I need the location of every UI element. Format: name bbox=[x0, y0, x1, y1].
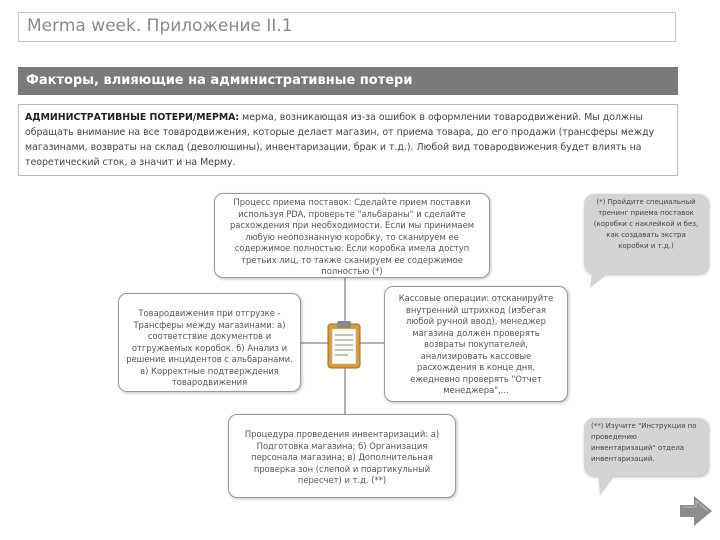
node-shipping-text: Товародвижения при отгрузке - Трансферы между магазинами: а) соответствие документов и отгружаемых коробок. б) Анализ и решение инцидентов с альбаранами. в) Корректные подтверждения товародвижения bbox=[126, 308, 293, 387]
node-shipping bbox=[118, 293, 301, 392]
callout-inventory-text: (**) Изучите "Инструкция по проведению инвентаризаций" отдела инвентаризаций. bbox=[591, 422, 697, 463]
node-cash bbox=[384, 286, 568, 402]
node-cash-text: Кассовые операции: отсканируйте внутренний штрихкод (избегая любой ручной ввод), менеджер магазина должен проверять возвраты покупателей, анализировать кассовые расхождения в конце дня, ежедневно проверять "Отчет менеджера",... bbox=[398, 293, 554, 395]
node-receiving bbox=[214, 193, 490, 278]
section-title: Факторы, влияющие на административные потери bbox=[18, 67, 678, 95]
description-text: мерма, возникающая из-за ошибок в оформлении товародвижений. Мы должны обращать внимание на все товародвижения, которые делает магазин, от приема товара, до его продажи (трансферы между магазинами, возвраты на склад (деволюшины), инвентаризации, брак и т.д.). Любой вид товародвижения будет влиять на теоретический сток, а значит и на Мерму. bbox=[25, 112, 655, 168]
node-inventory-text: Процедура проведения инвентаризаций: а) Подготовка магазина; б) Организация персонала магазина; в) Дополнительная проверка зон (слепой и поартикульный пересчет) и т.д. (**) bbox=[244, 429, 440, 485]
page-title: Merma week. Приложение II.1 bbox=[27, 16, 293, 36]
clipboard-icon bbox=[320, 318, 368, 372]
next-arrow-icon[interactable] bbox=[678, 494, 714, 528]
description-lead: АДМИНИСТРАТИВНЫЕ ПОТЕРИ/МЕРМА: bbox=[25, 112, 240, 123]
callout-inventory bbox=[584, 418, 708, 500]
node-receiving-text: Процесс приема поставок: Сделайте прием поставки используя PDA, проверьте "альбараны" и сделайте расхождения при необходимости. Если мы принимаем любую неопознанную коробку, то сканируем ее содержимое полностью. Если коробка имела доступ третьих лиц, то также сканируем ее содержимое полностью (*) bbox=[229, 197, 475, 276]
callout-receiving bbox=[584, 194, 708, 290]
callout-receiving-text: (*) Пройдите специальный тренинг приема поставок (коробки с наклейкой и без, как создавать экстра коробки и т.д.) bbox=[593, 198, 699, 250]
node-inventory bbox=[228, 414, 456, 498]
